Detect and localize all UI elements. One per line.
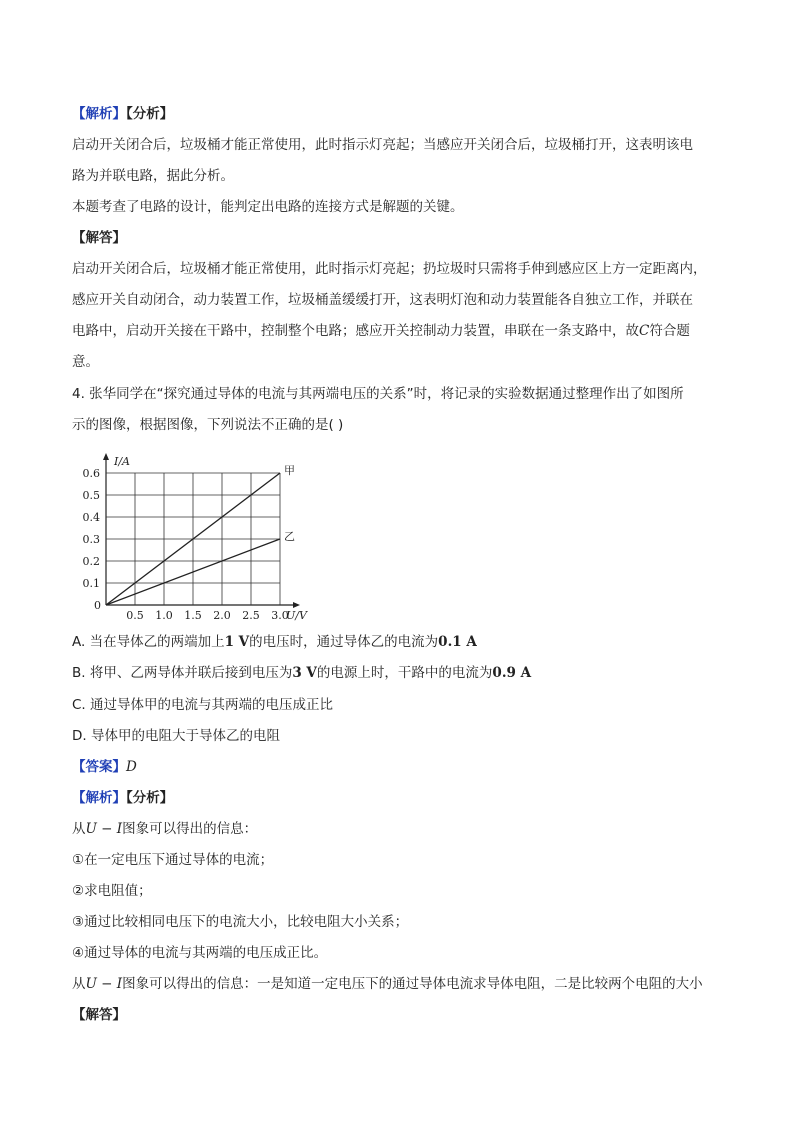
origin-label: 0 [94, 599, 101, 612]
option-b [72, 663, 732, 683]
answer-tag: 【答案】 [72, 759, 126, 775]
option-d: D. 导体甲的电阻大于导体乙的电阻 [72, 728, 280, 744]
paragraph-line [72, 974, 732, 994]
x-tick-label: 0.5 [126, 609, 144, 622]
y-tick-label: 0.2 [82, 555, 100, 568]
math-value: 0.9 A [492, 665, 532, 681]
solution-tag: 【解答】 [72, 230, 126, 246]
question-line: 4. 张华同学在“探究通过导体的电流与其两端电压的关系”时，将记录的实验数据通过整理作出了如图所 [72, 386, 684, 402]
text-segment: 从 [72, 821, 86, 837]
answer-value: D [126, 759, 137, 775]
y-tick-label: 0.3 [82, 533, 100, 546]
y-tick-label: 0.1 [82, 577, 100, 590]
x-tick-label: 1.0 [155, 609, 173, 622]
x-tick-label: 2.5 [242, 609, 260, 622]
text-segment: 的电源上时，干路中的电流为 [316, 665, 493, 681]
y-axis-arrow [103, 453, 109, 460]
math-value: 0.1 A [438, 634, 477, 650]
chart-series [106, 464, 295, 605]
text-segment: A. 当在导体乙的两端加上 [72, 634, 225, 650]
analysis-heading [72, 104, 732, 124]
question-line: 示的图像，根据图像，下列说法不正确的是( ) [72, 417, 344, 433]
analysis-tag: 【解析】 [72, 106, 126, 122]
analysis-subtag: 【分析】 [126, 790, 174, 806]
text-segment: B. 将甲、乙两导体并联后接到电压为 [72, 665, 293, 681]
list-item: ④通过导体的电流与其两端的电压成正比。 [72, 945, 328, 961]
option-c: C. 通过导体甲的电流与其两端的电压成正比 [72, 697, 334, 713]
x-axis-arrow [293, 602, 300, 608]
text-segment: 的电压时，通过导体乙的电流为 [249, 634, 439, 650]
analysis-tag: 【解析】 [72, 790, 126, 806]
paragraph-line: 启动开关闭合后，垃圾桶才能正常使用，此时指示灯亮起；当感应开关闭合后，垃圾桶打开，这表明该电 [72, 137, 693, 153]
text-segment: 符合题 [649, 323, 690, 339]
x-axis-label: U/V [286, 609, 307, 622]
math-var: U − I [85, 976, 123, 992]
series-label: 乙 [284, 530, 295, 543]
paragraph-line: 意。 [72, 354, 99, 370]
y-tick-label: 0.6 [82, 467, 100, 480]
x-tick-label: 2.0 [213, 609, 231, 622]
series-label: 甲 [284, 464, 295, 477]
math-value: 1 V [224, 634, 250, 650]
answer-line [72, 757, 732, 777]
paragraph-line: 启动开关闭合后，垃圾桶才能正常使用，此时指示灯亮起；扔垃圾时只需将手伸到感应区上方一定距离内， [72, 261, 707, 277]
x-tick-label: 1.5 [184, 609, 202, 622]
text-segment: 电路中，启动开关接在干路中，控制整个电路；感应开关控制动力装置，串联在一条支路中，故 [72, 323, 639, 339]
text-segment: 从 [72, 976, 86, 992]
option-a [72, 632, 732, 652]
list-item: ②求电阻值； [72, 883, 152, 899]
paragraph-line: 感应开关自动闭合，动力装置工作，垃圾桶盖缓缓打开，这表明灯泡和动力装置能各自独立工作，并联在 [72, 292, 693, 308]
y-tick-label: 0.5 [82, 489, 100, 502]
y-axis-label: I/A [114, 455, 130, 468]
iv-chart [72, 448, 307, 622]
paragraph-line: 本题考查了电路的设计，能判定出电路的连接方式是解题的关键。 [72, 199, 464, 215]
analysis-subtag: 【分析】 [126, 106, 174, 122]
x-tick-label: 3.0 [271, 609, 289, 622]
y-tick-label: 0.4 [82, 511, 100, 524]
paragraph-line [72, 321, 732, 341]
paragraph-line: 路为并联电路，据此分析。 [72, 168, 234, 184]
text-segment: 图象可以得出的信息：一是知道一定电压下的通过导体电流求导体电阻，二是比较两个电阻的大小 [122, 976, 703, 992]
math-var: C [639, 323, 650, 339]
list-item: ③通过比较相同电压下的电流大小，比较电阻大小关系； [72, 914, 409, 930]
solution-tag: 【解答】 [72, 1007, 126, 1023]
analysis-heading [72, 788, 732, 808]
math-value: 3 V [292, 665, 317, 681]
paragraph-line [72, 819, 732, 839]
list-item: ①在一定电压下通过导体的电流； [72, 852, 274, 868]
math-var: U − I [85, 821, 123, 837]
text-segment: 图象可以得出的信息： [122, 821, 258, 837]
